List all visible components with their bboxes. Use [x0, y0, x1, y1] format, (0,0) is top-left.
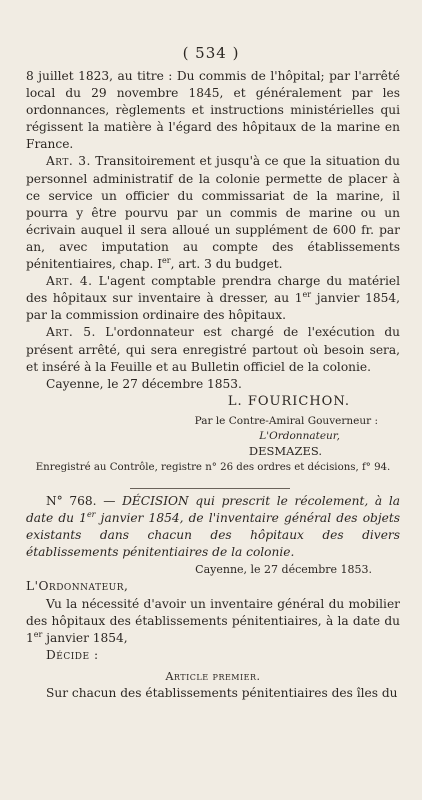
article-4: [26, 273, 400, 324]
par-le: Par le Contre-Amiral Gouverneur :: [194, 414, 378, 427]
decree-continuation: [26, 68, 400, 476]
decision-heading: [26, 493, 400, 561]
article-5-label: Art. 5.: [46, 325, 96, 340]
ordonnateur-title: L'Ordonnateur,: [259, 429, 340, 442]
article-3-sup: er: [162, 255, 171, 265]
article-4-text-a: L'agent comptable prendra charge du matériel des hôpitaux sur inventaire à dresser, au 1: [26, 274, 400, 306]
decision-768: [26, 493, 400, 702]
article-heading: Article premier.: [165, 669, 261, 683]
article-3-text: Transitoirement et jusqu'à ce que la situation du personnel administratif de la colonie permette de placer à ce service un officier du commissariat de la marine, il pourra y être pourvu par un commis de marine ou un écrivain auquel il sera alloué un supplément de 600 fr. par an, avec imputation au compte des établissements pénitentiaires, chap. I: [26, 154, 401, 272]
place-date: Cayenne, le 27 décembre 1853.: [46, 376, 242, 391]
vu-sup: er: [33, 629, 43, 639]
vu-text-b: janvier 1854,: [42, 630, 128, 645]
intro-paragraph: 8 juillet 1823, au titre : Du commis de l'hôpital; par l'arrêté local du 29 novembre 1845, et généralement par les ordonnances, règlements et instructions ministérielles qui régissent la matière à l'égard des hôpitaux de la marine en France.: [26, 69, 400, 152]
decide-label: Décide :: [46, 647, 99, 662]
decision-dash: —: [96, 494, 123, 508]
decision-author: L'Ordonnateur,: [26, 579, 129, 594]
article-5-text: L'ordonnateur est chargé de l'exécution du présent arrêté, qui sera enregistré partout où besoin sera, et inséré à la Feuille et au Bulletin officiel de la colonie.: [26, 325, 400, 374]
vu-text-a: Vu la nécessité d'avoir un inventaire général du mobilier des hôpitaux des établissements pénitentiaires, à la date du 1: [26, 596, 400, 645]
article-3: [26, 153, 400, 273]
last-line: Sur chacun des établissements pénitentiaires des îles du: [46, 686, 398, 701]
article-3-end: , art. 3 du budget.: [170, 257, 283, 272]
article-5: [26, 324, 400, 375]
decision-title-sup: er: [86, 510, 96, 520]
decision-date: Cayenne, le 27 décembre 1853.: [195, 563, 372, 577]
article-4-sup: er: [302, 290, 312, 300]
ordonnateur-name: DESMAZES.: [248, 443, 322, 458]
decision-number: N° 768.: [46, 494, 97, 508]
article-4-text-b: janvier 1854, par la commission ordinaire des hôpitaux.: [26, 291, 400, 323]
page-number: ( 534 ): [182, 44, 240, 62]
vu-paragraph: [26, 596, 400, 647]
registration-note: Enregistré au Contrôle, registre n° 26 des ordres et décisions, f° 94.: [35, 461, 391, 473]
decision-title-a: DÉCISION qui prescrit le récolement, à la date du 1: [26, 494, 400, 526]
decision-title-b: janvier 1854, de l'inventaire général des objets existants dans chacun des hôpitaux des divers établissements pénitentiaires de la colonie.: [26, 511, 400, 560]
article-4-label: Art. 4.: [46, 274, 93, 289]
section-divider: [130, 488, 290, 489]
article-3-label: Art. 3.: [46, 154, 91, 169]
signature: L. FOURICHON.: [227, 393, 350, 409]
